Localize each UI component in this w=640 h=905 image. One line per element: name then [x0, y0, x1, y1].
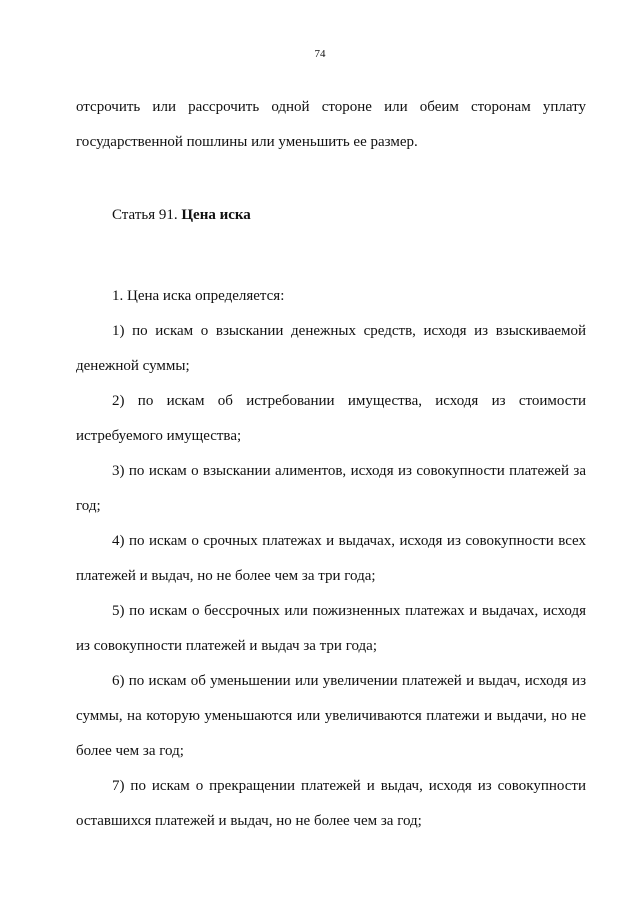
page-number: 74 [314, 48, 326, 60]
document-body [76, 90, 586, 839]
clause-1: 1. Цена иска определяется: [112, 288, 285, 304]
article-heading [76, 198, 586, 233]
item-4-line-2: платежей и выдач, но не более чем за три года; [76, 568, 376, 584]
intro-line-2: государственной пошлины или уменьшить ее размер. [76, 134, 418, 150]
item-3-line-2: год; [76, 498, 101, 514]
item-1-line-1: 1) по искам о взыскании денежных средств, исходя из взыскиваемой [112, 323, 586, 339]
item-6-line-3: более чем за год; [76, 743, 184, 759]
item-2-line-2: истребуемого имущества; [76, 428, 242, 444]
item-6-line-2: суммы, на которую уменьшаются или увеличиваются платежи и выдачи, но не [76, 708, 586, 724]
item-7-line-2: оставшихся платежей и выдач, но не более чем за год; [76, 813, 422, 829]
item-4-line-1: 4) по искам о срочных платежах и выдачах, исходя из совокупности всех [112, 533, 586, 549]
item-7-line-1: 7) по искам о прекращении платежей и выдач, исходя из совокупности [112, 778, 586, 794]
article-title: Цена иска [181, 207, 251, 223]
item-2-line-1: 2) по искам об истребовании имущества, исходя из стоимости [112, 393, 586, 409]
item-6-line-1: 6) по искам об уменьшении или увеличении платежей и выдач, исходя из [112, 673, 586, 689]
item-5-line-2: из совокупности платежей и выдач за три года; [76, 638, 378, 654]
item-5-line-1: 5) по искам о бессрочных или пожизненных платежах и выдачах, исходя [112, 603, 586, 619]
item-1-line-2: денежной суммы; [76, 358, 190, 374]
intro-line-1: отсрочить или рассрочить одной стороне или обеим сторонам уплату [76, 99, 586, 115]
article-label: Статья 91. [112, 207, 178, 223]
item-3-line-1: 3) по искам о взыскании алиментов, исходя из совокупности платежей за [112, 463, 586, 479]
